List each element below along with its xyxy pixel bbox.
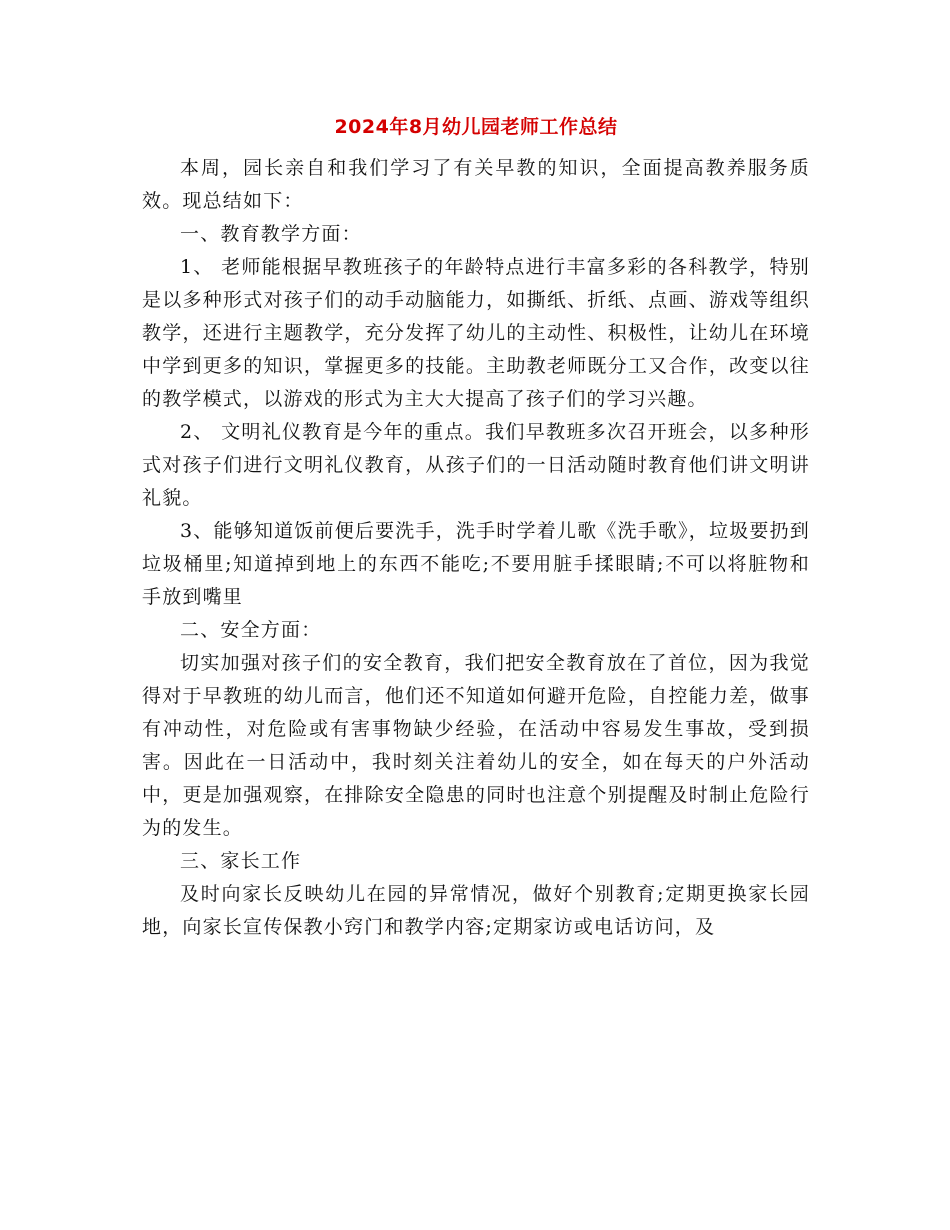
paragraph-education-1: 1、 老师能根据早教班孩子的年龄特点进行丰富多彩的各科教学，特别是以多种形式对孩子们的动手动脑能力，如撕纸、折纸、点画、游戏等组织教学，还进行主题教学，充分发挥了幼儿的主动性、积极性，让幼儿在环境中学到更多的知识，掌握更多的技能。主助教老师既分工又合作，改变以往的教学模式，以游戏的形式为主大大提高了孩子们的学习兴趣。 <box>142 256 810 410</box>
heading-education: 一、教育教学方面： <box>180 223 362 245</box>
paragraph-parents: 及时向家长反映幼儿在园的异常情况，做好个别教育;定期更换家长园地，向家长宣传保教小窍门和教学内容;定期家访或电话访问，及 <box>142 883 810 938</box>
paragraph-safety: 切实加强对孩子们的安全教育，我们把安全教育放在了首位，因为我觉得对于早教班的幼儿而言，他们还不知道如何避开危险，自控能力差，做事有冲动性，对危险或有害事物缺少经验，在活动中容易发生事故，受到损害。因此在一日活动中，我时刻关注着幼儿的安全，如在每天的户外活动中，更是加强观察，在排除安全隐患的同时也注意个别提醒及时制止危险行为的发生。 <box>142 652 810 839</box>
paragraph-education-3: 3、能够知道饭前便后要洗手，洗手时学着儿歌《洗手歌》，垃圾要扔到垃圾桶里;知道掉到地上的东西不能吃;不要用脏手揉眼睛;不可以将脏物和手放到嘴里 <box>142 520 810 608</box>
heading-parents: 三、家长工作 <box>180 850 302 872</box>
document-title: 2024年8月幼儿园老师工作总结 <box>334 116 618 138</box>
heading-safety: 二、安全方面： <box>180 619 322 641</box>
paragraph-intro: 本周，园长亲自和我们学习了有关早教的知识，全面提高教养服务质效。现总结如下： <box>142 157 810 212</box>
paragraph-education-2: 2、 文明礼仪教育是今年的重点。我们早教班多次召开班会，以多种形式对孩子们进行文明礼仪教育，从孩子们的一日活动随时教育他们讲文明讲礼貌。 <box>142 421 810 509</box>
